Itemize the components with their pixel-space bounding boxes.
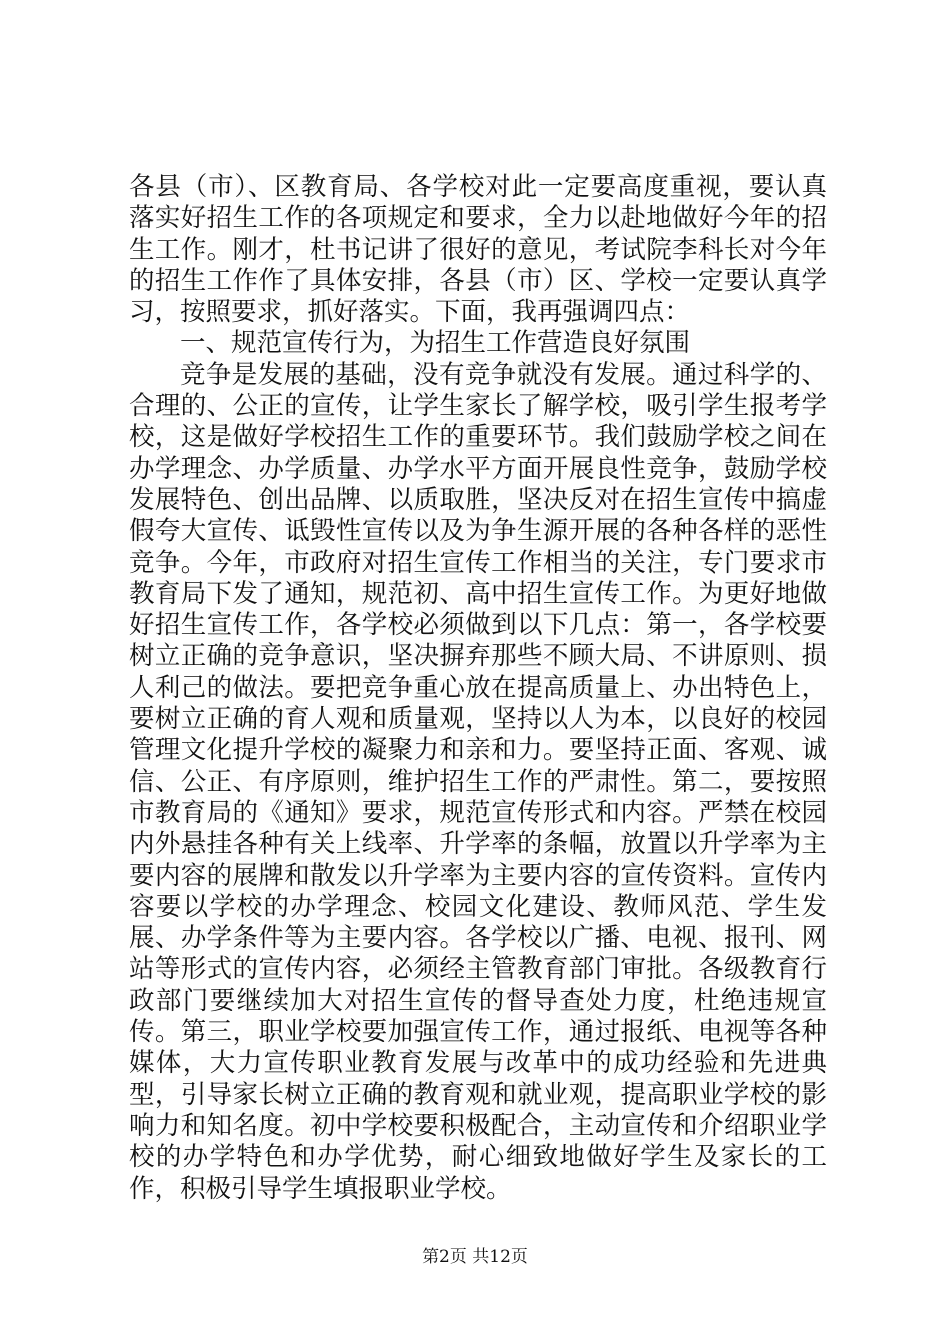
- paragraph-section-body: 竞争是发展的基础，没有竞争就没有发展。通过科学的、合理的、公正的宣传，让学生家长了解学校，吸引学生报考学校，这是做好学校招生工作的重要环节。我们鼓励学校之间在办学理念、办学质量、办学水平方面开展良性竞争，鼓励学校发展特色、创出品牌、以质取胜，坚决反对在招生宣传中搞虚假夸大宣传、诋毁性宣传以及为争生源开展的各种各样的恶性竞争。今年，市政府对招生宣传工作相当的关注，专门要求市教育局下发了通知，规范初、高中招生宣传工作。为更好地做好招生宣传工作，各学校必须做到以下几点：第一，各学校要树立正确的竞争意识，坚决摒弃那些不顾大局、不讲原则、损人利己的做法。要把竞争重心放在提高质量上、办出特色上，要树立正确的育人观和质量观，坚持以人为本，以良好的校园管理文化提升学校的凝聚力和亲和力。要坚持正面、客观、诚信、公正、有序原则，维护招生工作的严肃性。第二，要按照市教育局的《通知》要求，规范宣传形式和内容。严禁在校园内外悬挂各种有关上线率、升学率的条幅，放置以升学率为主要内容的展牌和散发以升学率为主要内容的宣传资料。宣传内容要以学校的办学理念、校园文化建设、教师风范、学生发展、办学条件等为主要内容。各学校以广播、电视、报刊、网站等形式的宣传内容，必须经主管教育部门审批。各级教育行政部门要继续加大对招生宣传的督导查处力度，杜绝违规宣传。第三，职业学校要加强宣传工作，通过报纸、电视等各种媒体，大力宣传职业教育发展与改革中的成功经验和先进典型，引导家长树立正确的教育观和就业观，提高职业学校的影响力和知名度。初中学校要积极配合，主动宣传和介绍职业学校的办学特色和办学优势，耐心细致地做好学生及家长的工作，积极引导学生填报职业学校。: [129, 359, 827, 1204]
- section-heading: 一、规范宣传行为，为招生工作营造良好氛围: [180, 328, 691, 359]
- document-body: [129, 172, 827, 1205]
- paragraph-intro: 各县（市）、区教育局、各学校对此一定要高度重视，要认真落实好招生工作的各项规定和要求，全力以赴地做好今年的招生工作。刚才，杜书记讲了很好的意见，考试院李科长对今年的招生工作作了具体安排，各县（市）区、学校一定要认真学习，按照要求，抓好落实。下面，我再强调四点：: [129, 172, 827, 328]
- page-number-footer: 第2页 共12页: [422, 1247, 528, 1267]
